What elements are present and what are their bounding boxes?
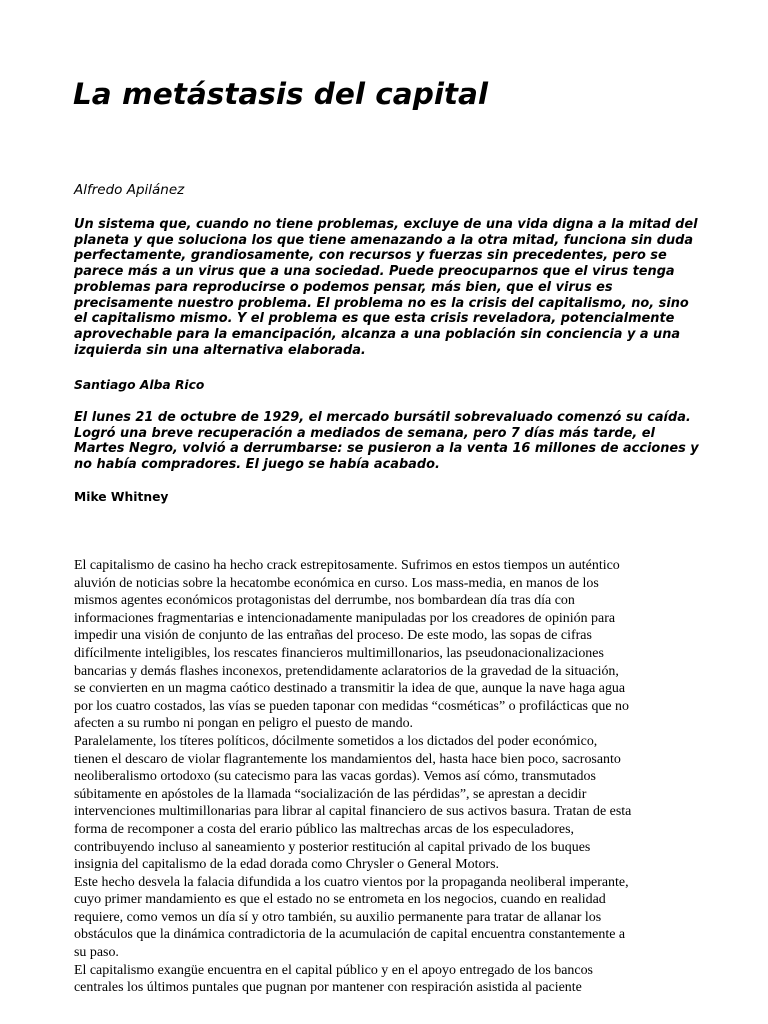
- epigraph-line: precisamente nuestro problema. El problema no es la crisis del capitalismo, no, sino: [74, 295, 689, 311]
- epigraph-line: Martes Negro, volvió a derrumbarse: se pusieron a la venta 16 millones de acciones y: [74, 441, 699, 457]
- body-line: súbitamente en apóstoles de la llamada “socialización de las pérdidas”, se aprestan a decidir: [74, 786, 587, 802]
- body-line: cuyo primer mandamiento es que el estado no se entrometa en los negocios, cuando en realidad: [74, 892, 606, 908]
- body-line: insignia del capitalismo de la edad dorada como Chrysler o General Motors.: [74, 857, 499, 873]
- epigraph-line: El lunes 21 de octubre de 1929, el mercado bursátil sobrevaluado comenzó su caída.: [74, 410, 691, 425]
- body-line: afecten a su rumbo ni pongan en peligro el puesto de mando.: [74, 716, 414, 732]
- body-line: por los cuatro costados, las vías se pueden taponar con medidas “cosméticas” o profilácticas que no: [74, 698, 629, 714]
- body-line: obstáculos que la dinámica contradictoria de la acumulación de capital encuentra constantemente a: [74, 927, 626, 943]
- epigraph-attribution: Santiago Alba Rico: [74, 378, 205, 392]
- body-line: bancarias y demás flashes inconexos, pretendidamente aclaratorios de la gravedad de la situación,: [74, 663, 619, 679]
- body-line: Este hecho desvela la falacia difundida a los cuatro vientos por la propaganda neoliberal imperante,: [74, 874, 629, 890]
- document-title: La metástasis del capital: [73, 77, 489, 111]
- epigraph-line: planeta y que soluciona los que tiene amenazando a la otra mitad, funciona sin duda: [74, 232, 694, 248]
- epigraph-line: parece más a un virus que a una sociedad. Puede preocuparnos que el virus tenga: [74, 264, 675, 280]
- body-line: informaciones fragmentarias e intencionadamente manipuladas por los creadores de opinión para: [74, 610, 616, 626]
- body-line: El capitalismo de casino ha hecho crack estrepitosamente. Sufrimos en estos tiempos un auténtico: [74, 558, 620, 573]
- body-line: centrales los últimos puntales que pugnan por mantener con respiración asistida al paciente: [74, 980, 582, 996]
- body-line: contribuyendo incluso al saneamiento y posterior restitución al capital privado de los buques: [74, 839, 591, 855]
- epigraph-line: problemas para reproducirse o podemos pensar, más bien, que el virus es: [74, 279, 613, 295]
- body-line: requiere, como vemos un día sí y otro también, su auxilio permanente para tratar de allanar los: [74, 909, 602, 925]
- author-name: Alfredo Apilánez: [74, 182, 185, 198]
- body-line: forma de recomponer a costa del erario público las maltrechas arcas de los especuladores,: [74, 821, 574, 837]
- body-line: tienen el descaro de violar flagrantemente los mandamientos del, hasta hace bien poco, sacrosanto: [74, 751, 621, 767]
- body-line: Paralelamente, los títeres políticos, dócilmente sometidos a los dictados del poder económico,: [74, 733, 598, 749]
- body-line: El capitalismo exangüe encuentra en el capital público y en el apoyo entregado de los bancos: [74, 962, 593, 978]
- article-body: [74, 557, 699, 997]
- epigraph-alba-rico: [74, 217, 704, 358]
- epigraph-line: izquierda sin una alternativa elaborada.: [74, 342, 366, 358]
- body-line: su paso.: [74, 945, 119, 961]
- body-line: impedir una visión de conjunto de las entrañas del proceso. De este modo, las sopas de cifras: [74, 628, 592, 644]
- epigraph-line: Un sistema que, cuando no tiene problemas, excluye de una vida digna a la mitad del: [74, 217, 698, 232]
- body-line: se convierten en un magma caótico destinado a transmitir la idea de que, aunque la nave haga agua: [74, 681, 626, 697]
- body-line: intervenciones multimillonarias para librar al capital financiero de sus activos basura. Tratan de esta: [74, 804, 632, 820]
- body-line: mismos agentes económicos protagonistas del derrumbe, nos bombardean día tras día con: [74, 593, 575, 609]
- epigraph-line: el capitalismo mismo. Y el problema es que esta crisis reveladora, potencialmente: [74, 311, 675, 327]
- body-line: neoliberalismo ortodoxo (su catecismo para las vacas gordas). Vemos así cómo, transmutados: [74, 769, 596, 785]
- epigraph-line: perfectamente, grandiosamente, con recursos y fuerzas sin precedentes, pero se: [74, 248, 667, 264]
- epigraph-attribution: Mike Whitney: [74, 490, 169, 504]
- body-line: difícilmente inteligibles, los rescates financieros multimillonarios, las pseudonacionalizaciones: [74, 645, 604, 661]
- epigraph-whitney: [74, 410, 704, 473]
- epigraph-line: no había compradores. El juego se había acabado.: [74, 457, 440, 473]
- epigraph-line: aprovechable para la emancipación, alcanza a una población sin conciencia y a una: [74, 326, 681, 342]
- body-line: aluvión de noticias sobre la hecatombe económica en curso. Los mass-media, en manos de los: [74, 575, 599, 591]
- epigraph-line: Logró una breve recuperación a mediados de semana, pero 7 días más tarde, el: [74, 425, 655, 441]
